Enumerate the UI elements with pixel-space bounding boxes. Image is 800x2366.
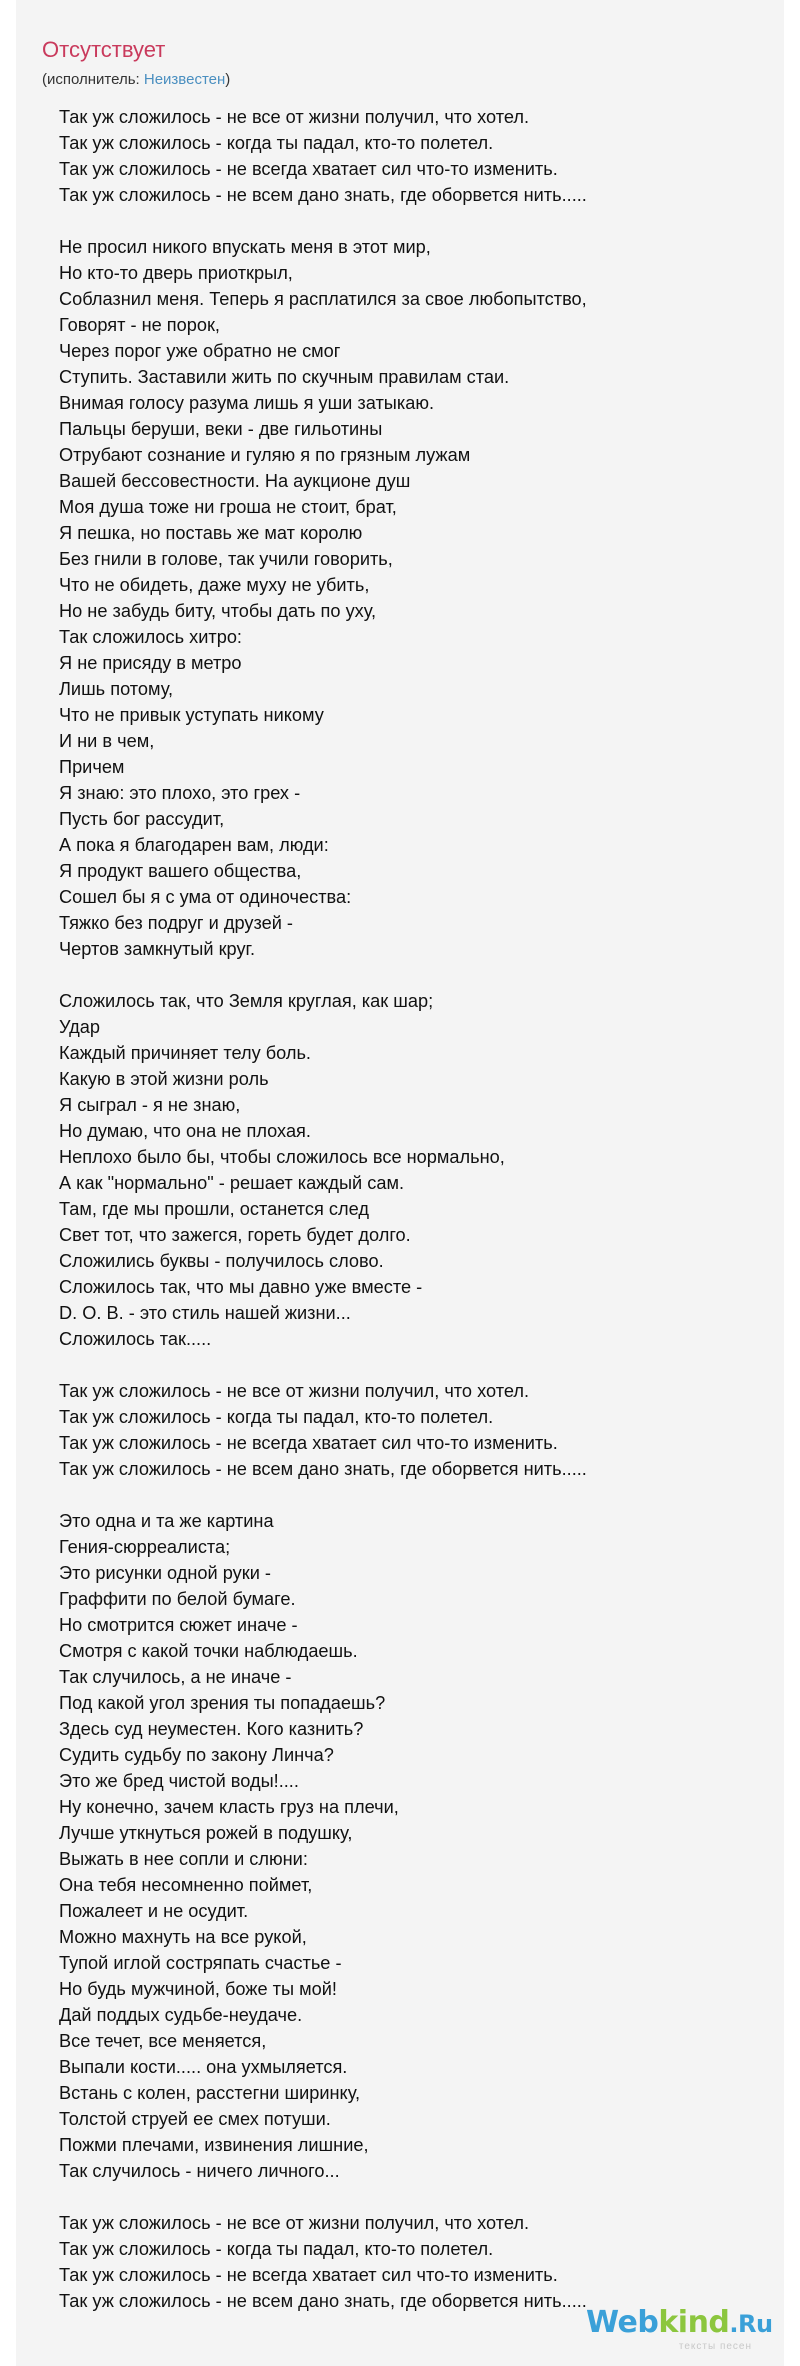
lyric-line: Так уж сложилось - не всем дано знать, где оборвется нить..... bbox=[59, 1459, 587, 1479]
lyric-line: Так уж сложилось - когда ты падал, кто-то полетел. bbox=[59, 1407, 494, 1427]
stanza-break bbox=[59, 2184, 779, 2210]
lyric-line: Я знаю: это плохо, это грех - bbox=[59, 783, 301, 803]
lyrics-body bbox=[59, 104, 779, 2314]
lyric-line: Сложилось так, что Земля круглая, как шар; bbox=[59, 991, 434, 1011]
lyric-line: Но кто-то дверь приоткрыл, bbox=[59, 263, 293, 283]
logo-wordmark bbox=[586, 2305, 773, 2341]
lyric-line: Под какой угол зрения ты попадаешь? bbox=[59, 1693, 386, 1713]
lyric-line: Так уж сложилось - не все от жизни получил, что хотел. bbox=[59, 107, 529, 127]
lyric-line: Здесь суд неуместен. Кого казнить? bbox=[59, 1719, 364, 1739]
lyric-line: Неплохо было бы, чтобы сложилось все нормально, bbox=[59, 1147, 505, 1167]
logo-web: Web bbox=[586, 2305, 659, 2340]
lyric-line: Так случилось - ничего личного... bbox=[59, 2161, 340, 2181]
artist-prefix: (исполнитель: bbox=[42, 71, 144, 88]
lyric-line: Так уж сложилось - когда ты падал, кто-то полетел. bbox=[59, 133, 494, 153]
lyric-line: Встань с колен, расстегни ширинку, bbox=[59, 2083, 361, 2103]
webkind-logo[interactable] bbox=[586, 2305, 773, 2358]
lyric-line: Но смотрится сюжет иначе - bbox=[59, 1615, 298, 1635]
stanza-break bbox=[59, 208, 779, 234]
lyric-line: Смотря с какой точки наблюдаешь. bbox=[59, 1641, 358, 1661]
lyric-line: Граффити по белой бумаге. bbox=[59, 1589, 296, 1609]
lyric-line: Каждый причиняет телу боль. bbox=[59, 1043, 311, 1063]
lyric-line: Так уж сложилось - не всегда хватает сил что-то изменить. bbox=[59, 2265, 558, 2285]
lyric-line: Так уж сложилось - не всегда хватает сил что-то изменить. bbox=[59, 1433, 558, 1453]
lyric-line: Вашей бессовестности. На аукционе душ bbox=[59, 471, 411, 491]
lyric-line: Соблазнил меня. Теперь я расплатился за свое любопытство, bbox=[59, 289, 587, 309]
lyric-line: Но будь мужчиной, боже ты мой! bbox=[59, 1979, 337, 1999]
lyric-line: Я продукт вашего общества, bbox=[59, 861, 302, 881]
lyric-line: Не просил никого впускать меня в этот мир, bbox=[59, 237, 431, 257]
lyric-line: Судить судьбу по закону Линча? bbox=[59, 1745, 334, 1765]
lyric-line: Я пешка, но поставь же мат королю bbox=[59, 523, 363, 543]
lyric-line: Так уж сложилось - не всем дано знать, где оборвется нить..... bbox=[59, 185, 587, 205]
lyrics-page bbox=[16, 0, 784, 2366]
lyric-line: Сложились буквы - получилось слово. bbox=[59, 1251, 384, 1271]
lyric-line: Я не присяду в метро bbox=[59, 653, 242, 673]
lyric-line: Говорят - не порок, bbox=[59, 315, 220, 335]
artist-link[interactable]: Неизвестен bbox=[143, 71, 226, 88]
lyric-line: Толстой струей ее смех потуши. bbox=[59, 2109, 331, 2129]
lyric-line: Так случилось, а не иначе - bbox=[59, 1667, 292, 1687]
logo-ru: .Ru bbox=[729, 2310, 773, 2338]
lyric-line: А как "нормально" - решает каждый сам. bbox=[59, 1173, 405, 1193]
lyric-line: Что не обидеть, даже муху не убить, bbox=[59, 575, 370, 595]
lyric-line: Пальцы беруши, веки - две гильотины bbox=[59, 419, 383, 439]
lyric-line: Так сложилось хитро: bbox=[59, 627, 242, 647]
lyric-line: Это рисунки одной руки - bbox=[59, 1563, 271, 1583]
lyric-line: Причем bbox=[59, 757, 125, 777]
lyric-line: Тяжко без подруг и друзей - bbox=[59, 913, 293, 933]
lyric-line: Сложилось так, что мы давно уже вместе - bbox=[59, 1277, 423, 1297]
logo-tagline: тексты песен bbox=[678, 2341, 752, 2352]
lyric-line: Выжать в нее сопли и слюни: bbox=[59, 1849, 308, 1869]
lyric-line: Это же бред чистой воды!.... bbox=[59, 1771, 299, 1791]
lyric-line: И ни в чем, bbox=[59, 731, 155, 751]
lyric-line: Удар bbox=[59, 1017, 100, 1037]
lyric-line: Лишь потому, bbox=[59, 679, 174, 699]
stanza-break bbox=[59, 1352, 779, 1378]
lyric-line: Через порог уже обратно не смог bbox=[59, 341, 341, 361]
artist-line bbox=[42, 70, 230, 90]
lyric-line: Свет тот, что зажегся, гореть будет долго. bbox=[59, 1225, 411, 1245]
lyric-line: Я сыграл - я не знаю, bbox=[59, 1095, 241, 1115]
lyric-line: Сложилось так..... bbox=[59, 1329, 212, 1349]
song-title: Отсутствует bbox=[42, 37, 166, 62]
lyric-line: Но не забудь биту, чтобы дать по уху, bbox=[59, 601, 377, 621]
lyric-line: Ступить. Заставили жить по скучным правилам стаи. bbox=[59, 367, 510, 387]
lyric-line: Какую в этой жизни роль bbox=[59, 1069, 269, 1089]
stanza-break bbox=[59, 962, 779, 988]
lyric-line: Пожми плечами, извинения лишние, bbox=[59, 2135, 369, 2155]
lyric-line: Можно махнуть на все рукой, bbox=[59, 1927, 307, 1947]
lyric-line: Дай поддых судьбе-неудаче. bbox=[59, 2005, 303, 2025]
stanza-break bbox=[59, 1482, 779, 1508]
lyric-line: Отрубают сознание и гуляю я по грязным лужам bbox=[59, 445, 471, 465]
lyric-line: Но думаю, что она не плохая. bbox=[59, 1121, 311, 1141]
lyric-line: Чертов замкнутый круг. bbox=[59, 939, 256, 959]
lyric-line: Так уж сложилось - не все от жизни получил, что хотел. bbox=[59, 1381, 529, 1401]
logo-kind: kind bbox=[658, 2305, 730, 2340]
lyric-line: Так уж сложилось - не всем дано знать, где оборвется нить..... bbox=[59, 2291, 587, 2311]
lyric-line: Это одна и та же картина bbox=[59, 1511, 274, 1531]
lyric-line: D. O. B. - это стиль нашей жизни... bbox=[59, 1303, 351, 1323]
lyric-line: Лучше уткнуться рожей в подушку, bbox=[59, 1823, 353, 1843]
lyric-line: Она тебя несомненно поймет, bbox=[59, 1875, 313, 1895]
lyric-line: Так уж сложилось - не все от жизни получил, что хотел. bbox=[59, 2213, 529, 2233]
artist-suffix: ) bbox=[225, 71, 231, 88]
lyric-line: Пожалеет и не осудит. bbox=[59, 1901, 249, 1921]
lyric-line: А пока я благодарен вам, люди: bbox=[59, 835, 329, 855]
lyric-line: Все течет, все меняется, bbox=[59, 2031, 267, 2051]
lyric-line: Что не привык уступать никому bbox=[59, 705, 324, 725]
lyric-line: Так уж сложилось - когда ты падал, кто-то полетел. bbox=[59, 2239, 494, 2259]
lyric-line: Тупой иглой состряпать счастье - bbox=[59, 1953, 342, 1973]
lyric-line: Пусть бог рассудит, bbox=[59, 809, 225, 829]
lyric-line: Так уж сложилось - не всегда хватает сил что-то изменить. bbox=[59, 159, 558, 179]
lyric-line: Выпали кости..... она ухмыляется. bbox=[59, 2057, 348, 2077]
lyric-line: Гения-сюрреалиста; bbox=[59, 1537, 231, 1557]
lyric-line: Моя душа тоже ни гроша не стоит, брат, bbox=[59, 497, 397, 517]
lyric-line: Без гнили в голове, так учили говорить, bbox=[59, 549, 393, 569]
lyric-line: Внимая голосу разума лишь я уши затыкаю. bbox=[59, 393, 435, 413]
lyric-line: Там, где мы прошли, останется след bbox=[59, 1199, 369, 1219]
lyric-line: Сошел бы я с ума от одиночества: bbox=[59, 887, 352, 907]
lyric-line: Ну конечно, зачем класть груз на плечи, bbox=[59, 1797, 399, 1817]
